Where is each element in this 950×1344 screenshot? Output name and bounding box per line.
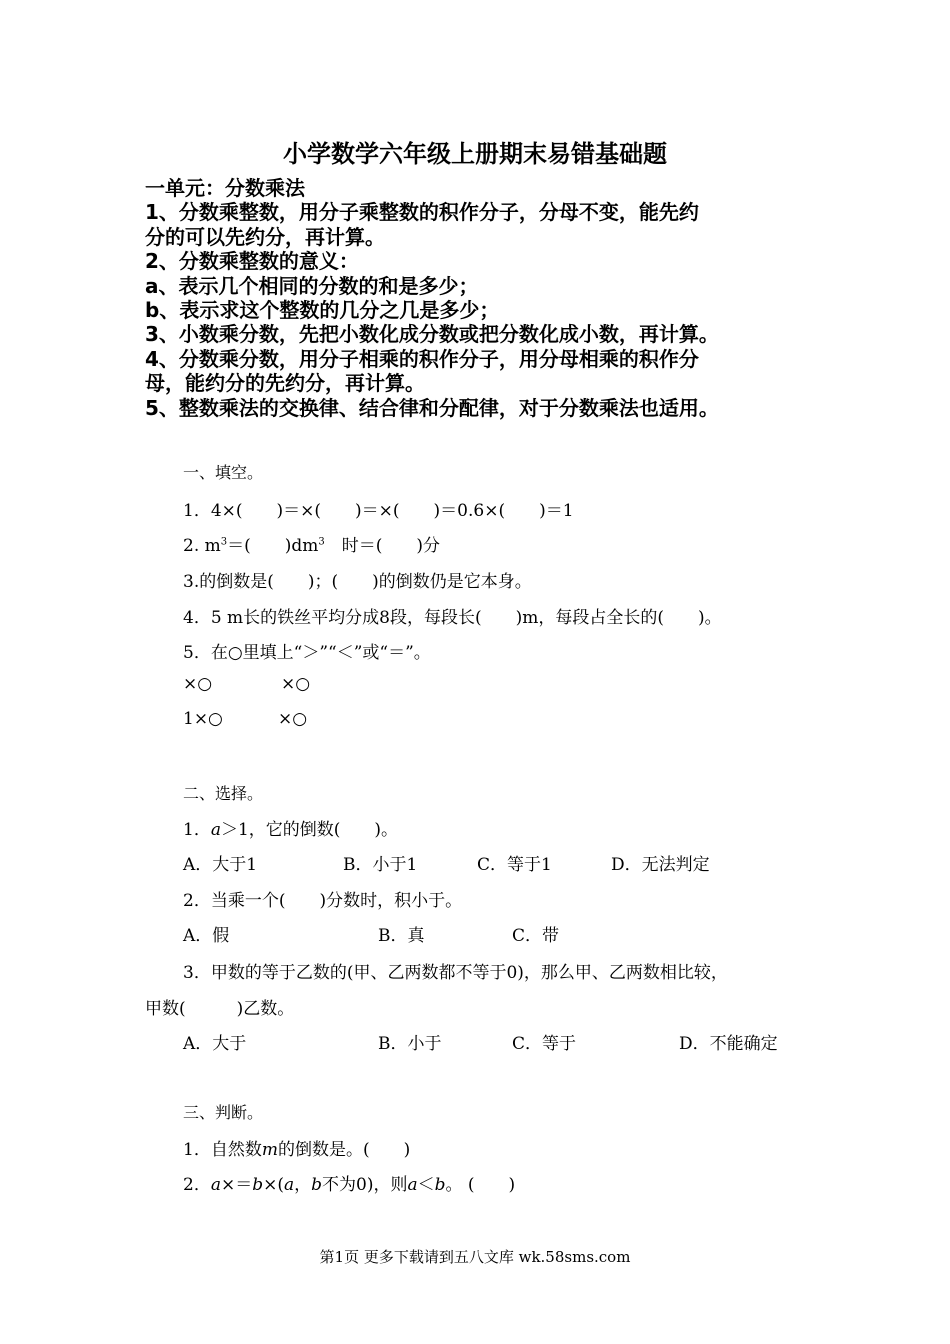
option-c: C．等于 xyxy=(512,1034,577,1054)
variable: a xyxy=(210,1175,221,1195)
q-part: 的倒数是。( ) xyxy=(277,1140,411,1160)
q-part: ， xyxy=(294,1175,312,1195)
section-heading-fill: 一、填空。 xyxy=(183,463,264,482)
summary-line: 3、小数乘分数，先把小数化成分数或把分数化成小数，再计算。 xyxy=(145,322,719,347)
choice-options-2 xyxy=(183,921,559,946)
q-part: 。 ( ) xyxy=(445,1175,516,1195)
summary-line: a、表示几个相同的分数的和是多少； xyxy=(145,273,479,298)
variable: b xyxy=(311,1175,323,1195)
choice-options-1 xyxy=(183,850,710,875)
q-part: 1． xyxy=(183,820,211,840)
variable: m xyxy=(261,1140,278,1160)
option-b: B．小于1 xyxy=(343,855,418,875)
choice-question-3-cont: 甲数( )乙数。 xyxy=(145,999,295,1019)
summary-line: 4、分数乘分数，用分子相乘的积作分子，用分母相乘的积作分 xyxy=(145,346,699,371)
compare-row-2 xyxy=(183,709,307,729)
option-d: D．无法判定 xyxy=(611,855,710,875)
variable: a xyxy=(407,1175,418,1195)
fill-question-3: 3.的倒数是( )；( )的倒数仍是它本身。 xyxy=(183,572,532,592)
judge-question-2 xyxy=(183,1170,515,1195)
page-footer: 第1页 更多下载请到五八文库 wk.58sms.com xyxy=(319,1248,631,1266)
summary-line: 分的可以先约分，再计算。 xyxy=(145,224,385,249)
fill-question-2 xyxy=(183,531,440,556)
summary-line: b、表示求这个整数的几分之几是多少； xyxy=(145,298,500,323)
q-part: ×( xyxy=(263,1175,284,1195)
q-part: ×＝ xyxy=(220,1175,253,1195)
variable: a xyxy=(210,820,221,840)
option-b: B．真 xyxy=(378,926,425,946)
compare-row-1 xyxy=(183,674,310,694)
q-part: 2． xyxy=(183,1175,211,1195)
compare-item: ×○ xyxy=(281,674,311,694)
page-title: 小学数学六年级上册期末易错基础题 xyxy=(283,140,667,168)
unit-summary xyxy=(145,176,825,420)
variable: b xyxy=(434,1175,446,1195)
q2-exponent: 3 xyxy=(220,536,228,548)
compare-item: ×○ xyxy=(278,709,308,729)
choice-question-1 xyxy=(183,815,398,840)
summary-line: 母，能约分的先约分，再计算。 xyxy=(145,371,425,396)
section-heading-judge: 三、判断。 xyxy=(183,1103,264,1122)
option-a: A．大于1 xyxy=(183,855,258,875)
variable: a xyxy=(284,1175,295,1195)
option-b: B．小于 xyxy=(378,1034,442,1054)
fill-question-1: 1．4×( )＝×( )＝×( )＝0.6×( )＝1 xyxy=(183,501,574,521)
q2-part: 时＝( )分 xyxy=(324,536,441,556)
section-heading-choice: 二、选择。 xyxy=(183,784,264,803)
q2-part: ＝( )dm xyxy=(227,536,319,556)
option-a: A．假 xyxy=(183,926,230,946)
q-part: 1．自然数 xyxy=(183,1140,262,1160)
variable: b xyxy=(252,1175,264,1195)
q-part: 不为0)，则 xyxy=(322,1175,408,1195)
option-c: C．等于1 xyxy=(477,855,552,875)
compare-item: 1×○ xyxy=(183,709,223,729)
summary-line: 一单元：分数乘法 xyxy=(145,176,305,200)
fill-question-5: 5．在○里填上“＞”“＜”或“＝”。 xyxy=(183,643,431,663)
summary-line: 5、整数乘法的交换律、结合律和分配律，对于分数乘法也适用。 xyxy=(145,395,719,420)
choice-question-3: 3．甲数的等于乙数的(甲、乙两数都不等于0)，那么甲、乙两数相比较， xyxy=(183,963,728,983)
q2-exponent: 3 xyxy=(318,536,325,548)
fill-question-4: 4．5 m长的铁丝平均分成8段，每段长( )m，每段占全长的( )。 xyxy=(183,608,722,628)
choice-options-3 xyxy=(183,1029,778,1054)
option-a: A．大于 xyxy=(183,1034,247,1054)
option-d: D．不能确定 xyxy=(679,1034,778,1054)
q-part: ＞1，它的倒数( )。 xyxy=(220,820,399,840)
q-part: ＜ xyxy=(417,1175,435,1195)
judge-question-1 xyxy=(183,1135,410,1160)
compare-item: ×○ xyxy=(183,674,213,694)
summary-line: 1、分数乘整数，用分子乘整数的积作分子，分母不变，能先约 xyxy=(145,200,699,225)
option-c: C．带 xyxy=(512,926,560,946)
summary-line: 2、分数乘整数的意义： xyxy=(145,249,359,274)
q2-part: 2. m xyxy=(183,536,221,556)
choice-question-2: 2．当乘一个( )分数时，积小于。 xyxy=(183,891,463,911)
